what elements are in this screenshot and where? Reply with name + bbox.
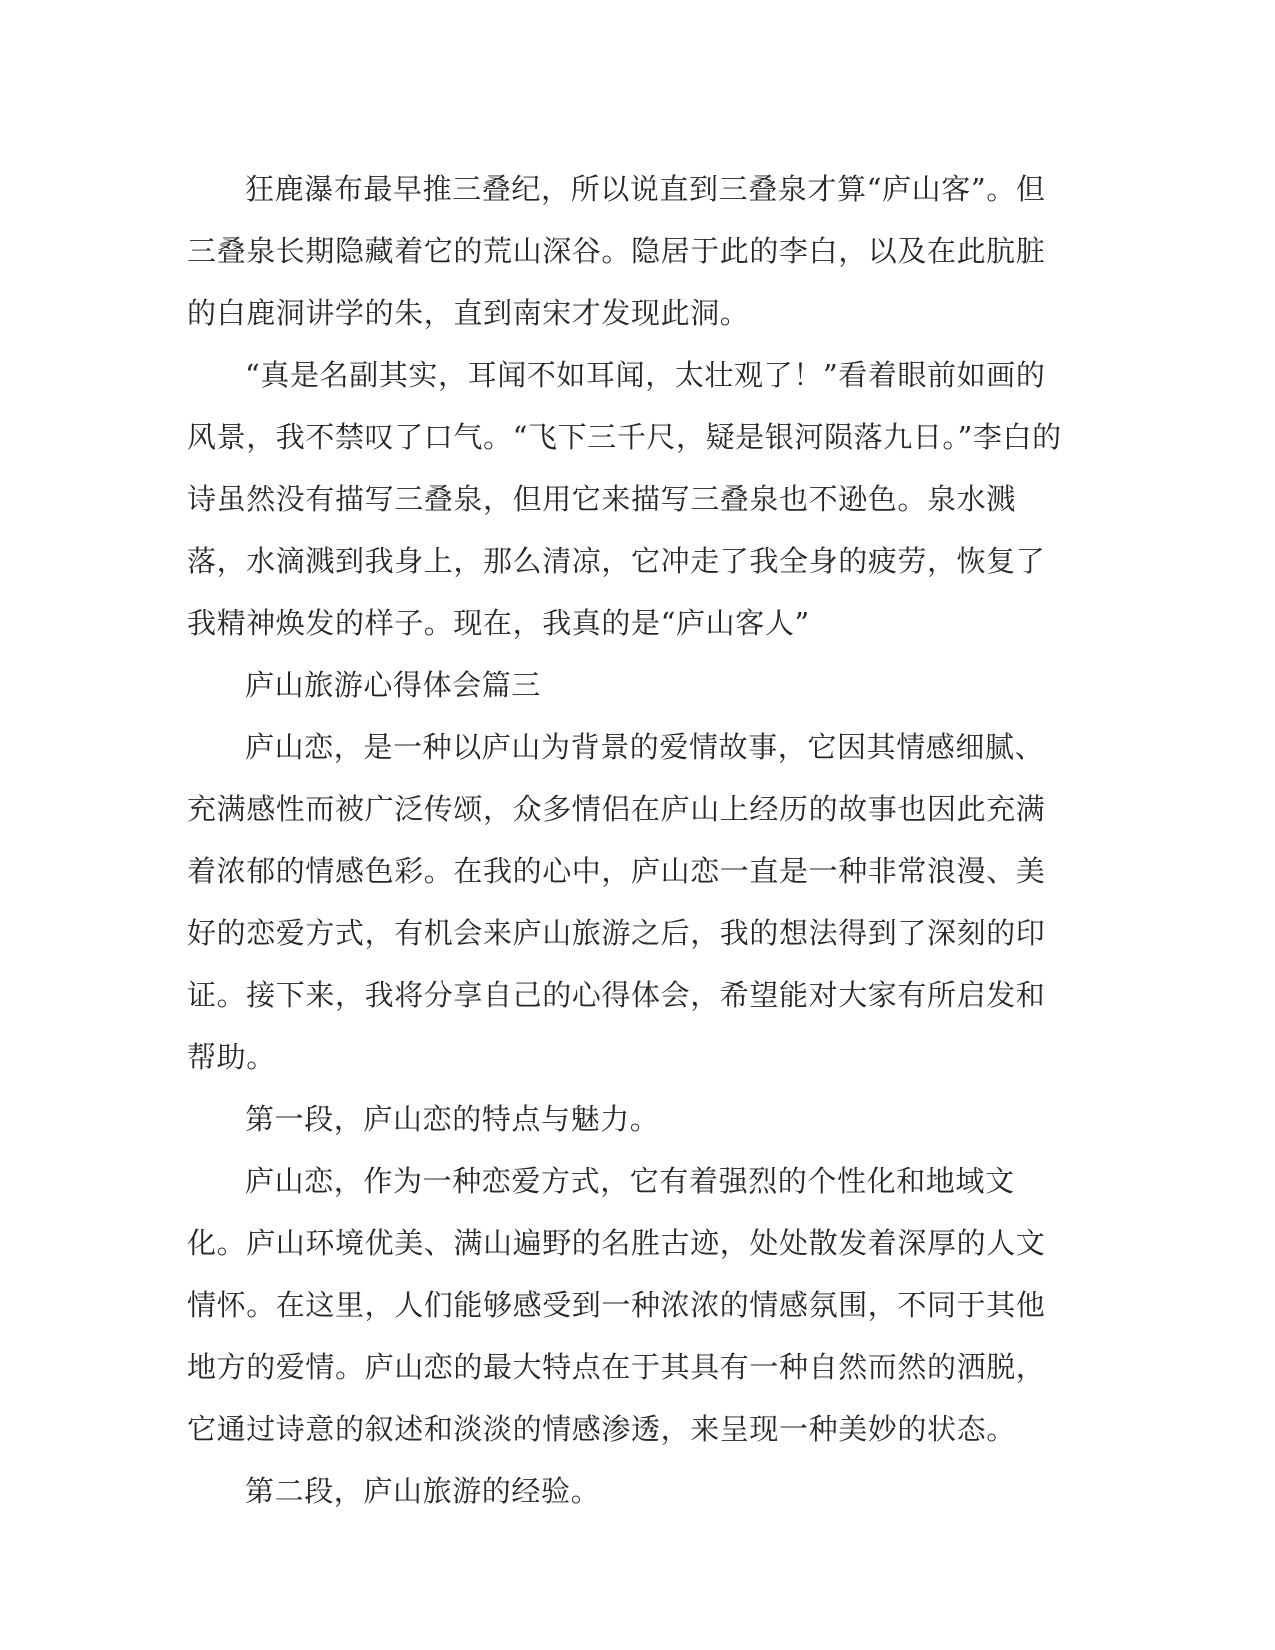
section-heading-first: 第一段，庐山恋的特点与魅力。 — [245, 1102, 660, 1136]
paragraph-sandiequan-intro: 狂鹿瀑布最早推三叠纪，所以说直到三叠泉才算“庐山客”。但三叠泉长期隐藏着它的荒山深谷。隐居于此的李白，以及在此肮脏的白鹿洞讲学的朱，直到南宋才发现此洞。 — [187, 172, 1046, 330]
section-heading-part-three: 庐山旅游心得体会篇三 — [245, 668, 542, 702]
section-heading-second: 第二段，庐山旅游的经验。 — [245, 1474, 601, 1508]
paragraph-lushan-love-features: 庐山恋，作为一种恋爱方式，它有着强烈的个性化和地域文化。庐山环境优美、满山遍野的名胜古迹，处处散发着深厚的人文情怀。在这里，人们能够感受到一种浓浓的情感氛围，不同于其他地方的爱情。庐山恋的最大特点在于其具有一种自然而然的洒脱，它通过诗意的叙述和淡淡的情感渗透，来呈现一种美妙的状态。 — [187, 1164, 1046, 1446]
body-text — [187, 158, 1067, 1522]
paragraph-waterfall-view: “真是名副其实，耳闻不如耳闻，太壮观了！”看着眼前如画的风景，我不禁叹了口气。“飞下三千尺，疑是银河陨落九日。”李白的诗虽然没有描写三叠泉，但用它来描写三叠泉也不逊色。泉水溅落，水滴溅到我身上，那么清凉，它冲走了我全身的疲劳，恢复了我精神焕发的样子。现在，我真的是“庐山客人” — [187, 358, 1062, 640]
paragraph-lushan-love-intro: 庐山恋，是一种以庐山为背景的爱情故事，它因其情感细腻、充满感性而被广泛传颂，众多情侣在庐山上经历的故事也因此充满着浓郁的情感色彩。在我的心中，庐山恋一直是一种非常浪漫、美好的恋爱方式，有机会来庐山旅游之后，我的想法得到了深刻的印证。接下来，我将分享自己的心得体会，希望能对大家有所启发和帮助。 — [187, 730, 1046, 1074]
